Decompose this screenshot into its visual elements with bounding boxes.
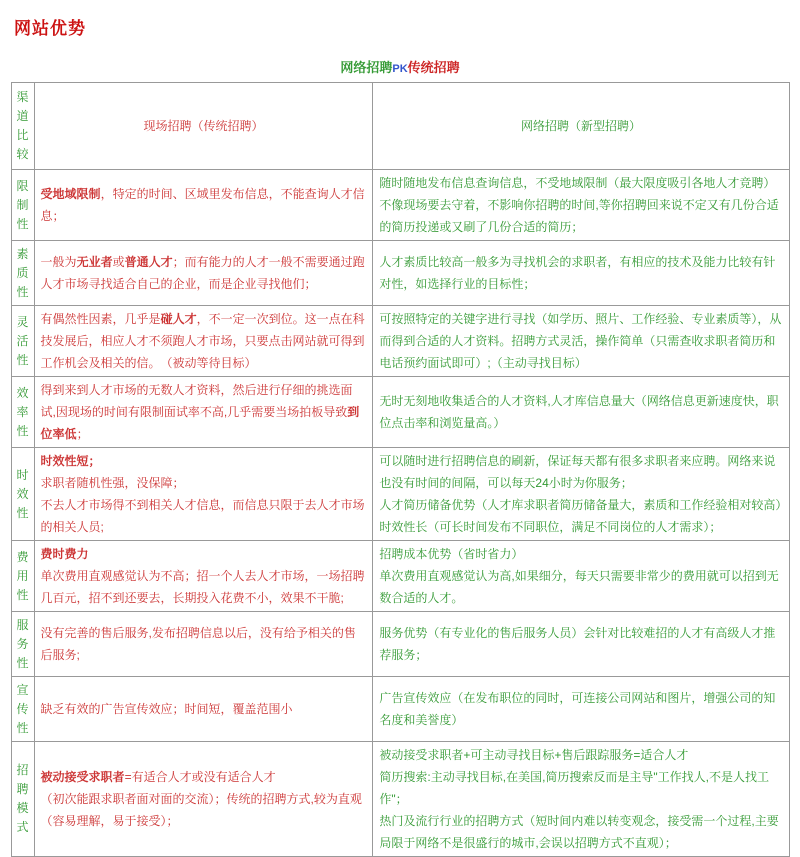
category-cell: 灵活性 <box>11 306 34 377</box>
body-text: 或 <box>112 255 125 269</box>
row-service <box>11 612 789 677</box>
body-text: 热门及流行行业的招聘方式（短时间内难以转变观念，接受需一个过程,主要局限于网络不是很盛行的城市,会误以招聘方式不直观）； <box>379 814 779 850</box>
category-cell: 效率性 <box>11 377 34 448</box>
caption-online-segment: 网络招聘 <box>340 60 393 75</box>
table-caption <box>0 61 800 76</box>
traditional-cell <box>34 541 373 612</box>
traditional-cell <box>34 742 373 857</box>
row-promotion <box>11 677 789 742</box>
highlight-text: 普通人才 <box>124 255 173 269</box>
online-cell: 人才素质比较高一般多为寻找机会的求职者，有相应的技术及能力比较有针对性，如选择行业的目标性； <box>373 241 789 306</box>
traditional-cell: 没有完善的售后服务,发布招聘信息以后，没有给予相关的售后服务; <box>34 612 373 677</box>
traditional-cell <box>34 448 373 541</box>
online-header-cell: 网络招聘（新型招聘） <box>373 83 789 170</box>
category-cell: 招聘模式 <box>11 742 34 857</box>
body-text: 单次费用直观感觉认为高,如果细分，每天只需要非常少的费用就可以招到无数合适的人才。 <box>379 569 779 605</box>
traditional-cell <box>34 377 373 448</box>
comparison-table <box>11 82 790 857</box>
row-efficiency <box>11 377 789 448</box>
online-cell: 可按照特定的关键字进行寻找（如学历、照片、工作经验、专业素质等），从而得到合适的人才资料。招聘方式灵活，操作简单（只需查收求职者简历和电话预约面试即可）;（主动寻找目标） <box>373 306 789 377</box>
category-cell: 费用性 <box>11 541 34 612</box>
body-text: 单次费用直观感觉认为不高；招一个人去人才市场，一场招聘几百元，招不到还要去，长期投入花费不小，效果不干脆; <box>40 569 365 605</box>
highlight-text: 被动接受求职者 <box>40 770 125 784</box>
highlight-text: 受地域限制 <box>40 187 101 201</box>
header-row <box>11 83 789 170</box>
body-text: =有适合人才或没有适合人才 <box>124 770 276 784</box>
body-text: 可以随时进行招聘信息的刷新，保证每天都有很多求职者来应聘。网络来说也没有时间的间隔，可以每天24小时为你服务； <box>379 454 776 490</box>
highlight-text: 到位率低 <box>40 405 360 441</box>
traditional-header-cell: 现场招聘（传统招聘） <box>34 83 373 170</box>
online-cell <box>373 541 789 612</box>
body-text: 简历搜索:主动寻找目标,在美国,简历搜索反而是主导"工作找人,不是人找工作"； <box>379 770 770 806</box>
caption-pk-segment: PK <box>392 63 408 75</box>
body-text: ； <box>76 427 89 441</box>
category-cell: 服务性 <box>11 612 34 677</box>
highlight-text: 无业者 <box>76 255 113 269</box>
body-text: （初次能跟求职者面对面的交流）；传统的招聘方式,较为直观（容易理解，易于接受）； <box>40 792 362 828</box>
online-cell <box>373 448 789 541</box>
body-text: 被动接受求职者+可主动寻找目标+售后跟踪服务=适合人才 <box>379 748 689 762</box>
body-text: ，不一定一次到位。这一点在科技发展后，相应人才不须跑人才市场，只要点击网站就可得到工作机会及相关的信。 （被动等待目标） <box>40 312 365 370</box>
category-header-cell: 渠道比较 <box>11 83 34 170</box>
online-cell: 无时无刻地收集适合的人才资料,人才库信息量大（网络信息更新速度快，职位点击率和浏览量高。） <box>373 377 789 448</box>
body-text: 有偶然性因素，几乎是 <box>40 312 161 326</box>
body-text: 得到来到人才市场的无数人才资料，然后进行仔细的挑选面试,因现场的时间有限制面试率不高,几乎需要当场拍板导致 <box>40 383 353 419</box>
traditional-cell <box>34 170 373 241</box>
highlight-text: 碰人才 <box>160 312 197 326</box>
category-cell: 素质性 <box>11 241 34 306</box>
traditional-cell: 缺乏有效的广告宣传效应；时间短，覆盖范围小 <box>34 677 373 742</box>
traditional-cell <box>34 306 373 377</box>
row-timeliness <box>11 448 789 541</box>
online-cell: 广告宣传效应（在发布职位的同时，可连接公司网站和图片，增强公司的知名度和美誉度） <box>373 677 789 742</box>
traditional-cell <box>34 241 373 306</box>
body-text: ；而有能力的人才一般不需要通过跑人才市场寻找适合自己的企业，而是企业寻找他们； <box>40 255 365 291</box>
category-cell: 宣传性 <box>11 677 34 742</box>
row-cost <box>11 541 789 612</box>
body-text: 招聘成本优势（省时省力） <box>379 547 524 561</box>
body-text: 求职者随机性强，没保障； <box>40 476 185 490</box>
category-cell: 时效性 <box>11 448 34 541</box>
online-cell: 服务优势（有专业化的售后服务人员）会针对比较难招的人才有高级人才推荐服务； <box>373 612 789 677</box>
page <box>0 14 800 857</box>
row-recruitment-mode <box>11 742 789 857</box>
row-quality <box>11 241 789 306</box>
row-flexibility <box>11 306 789 377</box>
body-text: 一般为 <box>40 255 77 269</box>
page-title: 网站优势 <box>14 19 86 38</box>
highlight-text: 费时费力 <box>40 547 89 561</box>
body-text: 不去人才市场得不到相关人才信息，而信息只限于去人才市场的相关人员; <box>40 498 365 534</box>
row-restriction <box>11 170 789 241</box>
body-text: 人才简历储备优势（人才库求职者简历储备量大，素质和工作经验相对较高）时效性长（可长时间发布不同职位，满足不同岗位的人才需求）； <box>379 498 782 534</box>
caption-traditional-segment: 传统招聘 <box>407 60 460 75</box>
body-text: ，特定的时间、区域里发布信息，不能查询人才信息； <box>40 187 365 223</box>
online-cell <box>373 742 789 857</box>
highlight-text: 时效性短； <box>40 454 101 468</box>
online-cell: 随时随地发布信息查询信息，不受地域限制（最大限度吸引各地人才竞聘）不像现场要去守着，不影响你招聘的时间,等你招聘回来说不定又有几份合适的简历投递或又刷了几份合适的简历； <box>373 170 789 241</box>
category-cell: 限制性 <box>11 170 34 241</box>
